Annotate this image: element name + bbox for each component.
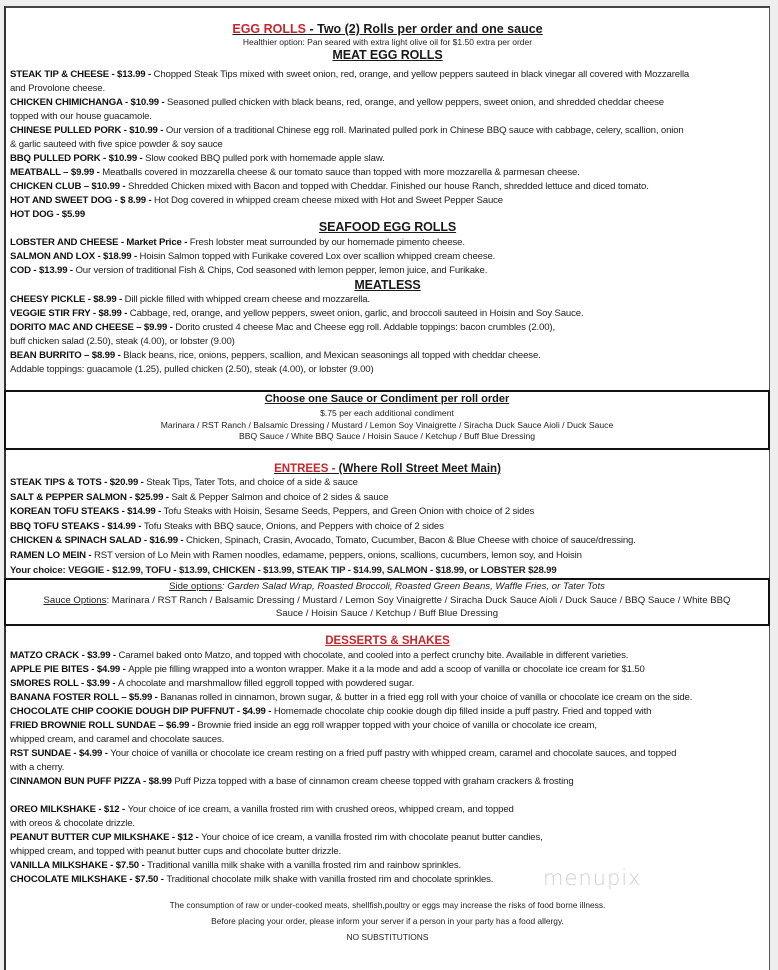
menu-item: DORITO MAC AND CHEESE – $9.99 - Dorito crusted 4 cheese Mac and Cheese egg roll. Addable toppings: bacon crumbles (2.00), buff chicken salad (2.50), steak (4.00), or lobster (9.00) xyxy=(10,322,555,347)
sauce-condiment-box xyxy=(4,390,770,450)
sauce-box-heading: Choose one Sauce or Condiment per roll order xyxy=(264,393,510,405)
seafood-header xyxy=(6,220,769,235)
menu-item: KOREAN TOFU STEAKS - $14.99 - Tofu Steaks with Hoisin, Sesame Seeds, Peppers, and Green Onion with choice of 2 sides xyxy=(10,506,535,518)
footer-disclaimer xyxy=(6,897,769,945)
menu-item: HOT DOG - $5.99 xyxy=(10,209,86,220)
side-options-line: Side options: Garden Salad Wrap, Roasted Broccoli, Roasted Green Beans, Waffle Fries, or Tater Tots xyxy=(169,581,605,592)
menu-item: COD - $13.99 - Our version of traditional Fish & Chips, Cod seasoned with lemon pepper, lemon juice, and Furikake. xyxy=(10,265,488,276)
menu-item: PEANUT BUTTER CUP MILKSHAKE - $12 - Your choice of ice cream, a vanilla frosted rim with chocolate peanut butter candies, whipped cream, and topped with peanut butter cups and chocolate butter drizzle. xyxy=(10,832,543,857)
sauce-list-line-2: BBQ Sauce / White BBQ Sauce / Hoisin Sauce / Ketchup / Buff Blue Dressing xyxy=(239,431,535,441)
meat-egg-rolls-list xyxy=(6,68,769,222)
desserts-header xyxy=(6,634,769,648)
menu-item: SMORES ROLL - $3.99 - A chocolate and marshmallow filled eggroll topped with powdered sugar. xyxy=(10,678,415,689)
allergy-notice: Before placing your order, please inform your server if a person in your party has a food allergy. xyxy=(211,916,564,926)
menu-item: VEGGIE STIR FRY - $8.99 - Cabbage, red, orange, and yellow peppers, sweet onion, garlic, and broccoli sauteed in Hoisin and Soy Sauce. xyxy=(10,308,584,319)
menu-page xyxy=(4,6,770,970)
menu-item: MATZO CRACK - $3.99 - Caramel baked onto Matzo, and topped with chocolate, and cooled into a perfect crunchy bite. Available in different varieties. xyxy=(10,650,629,661)
meatless-heading: MEATLESS xyxy=(354,278,421,292)
menu-item: RST SUNDAE - $4.99 - Your choice of vanilla or chocolate ice cream resting on a fried puff pastry with whipped cream, caramel and chocolate sauces, and topped with a cherry. xyxy=(10,748,677,773)
sauce-list-line-1: Marinara / RST Ranch / Balsamic Dressing / Mustard / Lemon Soy Vinaigrette / Siracha Duck Sauce Aioli / Duck Sauce xyxy=(160,420,614,430)
no-substitutions: NO SUBSTITUTIONS xyxy=(346,932,429,942)
egg-rolls-header xyxy=(6,22,769,63)
desserts-heading: DESSERTS & SHAKES xyxy=(325,635,450,647)
menu-item: CHEESY PICKLE - $8.99 - Dill pickle filled with whipped cream cheese and mozzarella. xyxy=(10,294,370,305)
seafood-egg-rolls-heading: SEAFOOD EGG ROLLS xyxy=(318,220,457,234)
egg-rolls-title: EGG ROLLS - Two (2) Rolls per order and one sauce xyxy=(232,22,543,36)
menu-item: FRIED BROWNIE ROLL SUNDAE – $6.99 - Brownie fried inside an egg roll wrapper topped with your choice of vanilla or chocolate ice cream, whipped cream, and caramel and chocolate sauces. xyxy=(10,720,597,745)
menu-item: BEAN BURRITO – $8.99 - Black beans, rice, onions, peppers, scallion, and Mexican seasonings all topped with cheddar cheese. Addable toppings: guacamole (1.25), pulled chicken (2.50), steak (4.00), or lobster (9.00) xyxy=(10,350,541,375)
menu-item: CHOCOLATE MILKSHAKE - $7.50 - Traditional chocolate milk shake with vanilla frosted rim and chocolate sprinkles. xyxy=(10,874,494,885)
menu-item: BBQ PULLED PORK - $10.99 - Slow cooked BBQ pulled pork with homemade apple slaw. xyxy=(10,153,385,164)
sauce-options-line: Sauce Options: Marinara / RST Ranch / Balsamic Dressing / Mustard / Lemon Soy Vinaigrette / Siracha Duck Sauce Aioli / Duck Sauce / BBQ Sauce / White BBQ xyxy=(43,594,731,606)
menupix-watermark: menupix xyxy=(543,866,642,890)
ramen-choice-prices: Your choice: VEGGIE - $12.99, TOFU - $13.99, CHICKEN - $13.99, STEAK TIP - $14.99, SALMON - $18.99, or LOBSTER $28.99 xyxy=(10,564,557,576)
menu-item: MEATBALL – $9.99 - Meatballs covered in mozzarella cheese & our tomato sauce than topped with more mozzarella & parmesan cheese. xyxy=(10,167,580,178)
menu-item: STEAK TIP & CHEESE - $13.99 - Chopped Steak Tips mixed with sweet onion, red, orange, and yellow peppers sauteed in black vinegar all covered with Mozzarella and Provolone cheese. xyxy=(10,69,690,94)
menu-item: OREO MILKSHAKE - $12 - Your choice of ice cream, a vanilla frosted rim with crushed oreos, whipped cream, and topped with oreos & chocolate drizzle. xyxy=(10,804,514,829)
seafood-list xyxy=(6,236,769,278)
meat-egg-rolls-heading: MEAT EGG ROLLS xyxy=(332,48,443,62)
menu-item: BANANA FOSTER ROLL – $5.99 - Bananas rolled in cinnamon, brown sugar, & butter in a fried egg roll with your choice of vanilla or chocolate ice cream on the side. xyxy=(10,692,693,703)
sauce-options-line-2: Sauce / Hoisin Sauce / Ketchup / Buff Blue Dressing xyxy=(275,608,499,619)
menu-item: APPLE PIE BITES - $4.99 - Apple pie filling wrapped into a wonton wrapper. Make it a la mode and add a scoop of vanilla or chocolate ice cream for $1.50 xyxy=(10,664,645,675)
meatless-list xyxy=(6,293,769,377)
menu-item: CHINESE PULLED PORK - $10.99 - Our version of a traditional Chinese egg roll. Marinated pulled pork in Chinese BBQ sauce with cabbage, celery, scallion, onion & garlic sauteed with five spice powder & soy sauce xyxy=(10,125,684,150)
menu-item: STEAK TIPS & TOTS - $20.99 - Steak Tips, Tater Tots, and choice of a side & sauce xyxy=(10,477,358,488)
menu-item: SALMON AND LOX - $18.99 - Hoisin Salmon topped with Furikake covered Lox over scallion whipped cream cheese. xyxy=(10,251,496,262)
shakes-list xyxy=(6,803,769,887)
menu-item: CHOCOLATE CHIP COOKIE DOUGH DIP PUFFNUT - $4.99 - Homemade chocolate chip cookie dough dip filled inside a puff pastry. Fried and topped with xyxy=(10,706,652,717)
entrees-title: ENTREES - (Where Roll Street Meet Main) xyxy=(274,463,501,475)
sauce-price-note: $.75 per each additional condiment xyxy=(320,408,454,418)
healthier-option-note: Healthier option: Pan seared with extra light olive oil for $1.50 extra per order xyxy=(242,37,533,47)
menu-item: CINNAMON BUN PUFF PIZZA - $8.99 Puff Pizza topped with a base of cinnamon cream cheese topped with graham crackers & frosting xyxy=(10,776,574,787)
entrees-list xyxy=(6,476,769,578)
desserts-list xyxy=(6,649,769,789)
menu-item: VANILLA MILKSHAKE - $7.50 - Traditional vanilla milk shake with a vanilla frosted rim and rainbow sprinkles. xyxy=(10,860,462,871)
menu-item: LOBSTER AND CHEESE - Market Price - Fresh lobster meat surrounded by our homemade pimento cheese. xyxy=(10,237,465,248)
menu-item: RAMEN LO MEIN - RST version of Lo Mein with Ramen noodles, edamame, peppers, onions, scallions, cucumbers, lemon soy, and Hoisin xyxy=(10,549,582,561)
meatless-header xyxy=(6,278,769,293)
menu-item: BBQ TOFU STEAKS - $14.99 - Tofu Steaks with BBQ sauce, Onions, and Peppers with choice of 2 sides xyxy=(10,520,444,532)
menu-item: SALT & PEPPER SALMON - $25.99 - Salt & Pepper Salmon and choice of 2 sides & sauce xyxy=(10,491,389,503)
menu-item: CHICKEN CLUB – $10.99 - Shredded Chicken mixed with Bacon and topped with Cheddar. Finished our house Ranch, shredded lettuce and diced tomato. xyxy=(10,181,649,192)
raw-food-warning: The consumption of raw or under-cooked meats, shellfish,poultry or eggs may increase the risks of food borne illness. xyxy=(169,900,606,910)
entrees-header xyxy=(6,462,769,476)
menu-item: CHICKEN & SPINACH SALAD - $16.99 - Chicken, Spinach, Crasin, Avocado, Tomato, Cucumber, Bacon & Blue Cheese with choice of sauce/dressing. xyxy=(10,535,636,547)
menu-item: HOT AND SWEET DOG - $ 8.99 - Hot Dog covered in whipped cream cheese mixed with Hot and Sweet Pepper Sauce xyxy=(10,195,503,206)
menu-item: CHICKEN CHIMICHANGA - $10.99 - Seasoned pulled chicken with black beans, red, orange, and yellow peppers, sweet onion, and shredded cheddar cheese topped with our house guacamole. xyxy=(10,97,664,122)
entree-options-box xyxy=(4,578,770,626)
